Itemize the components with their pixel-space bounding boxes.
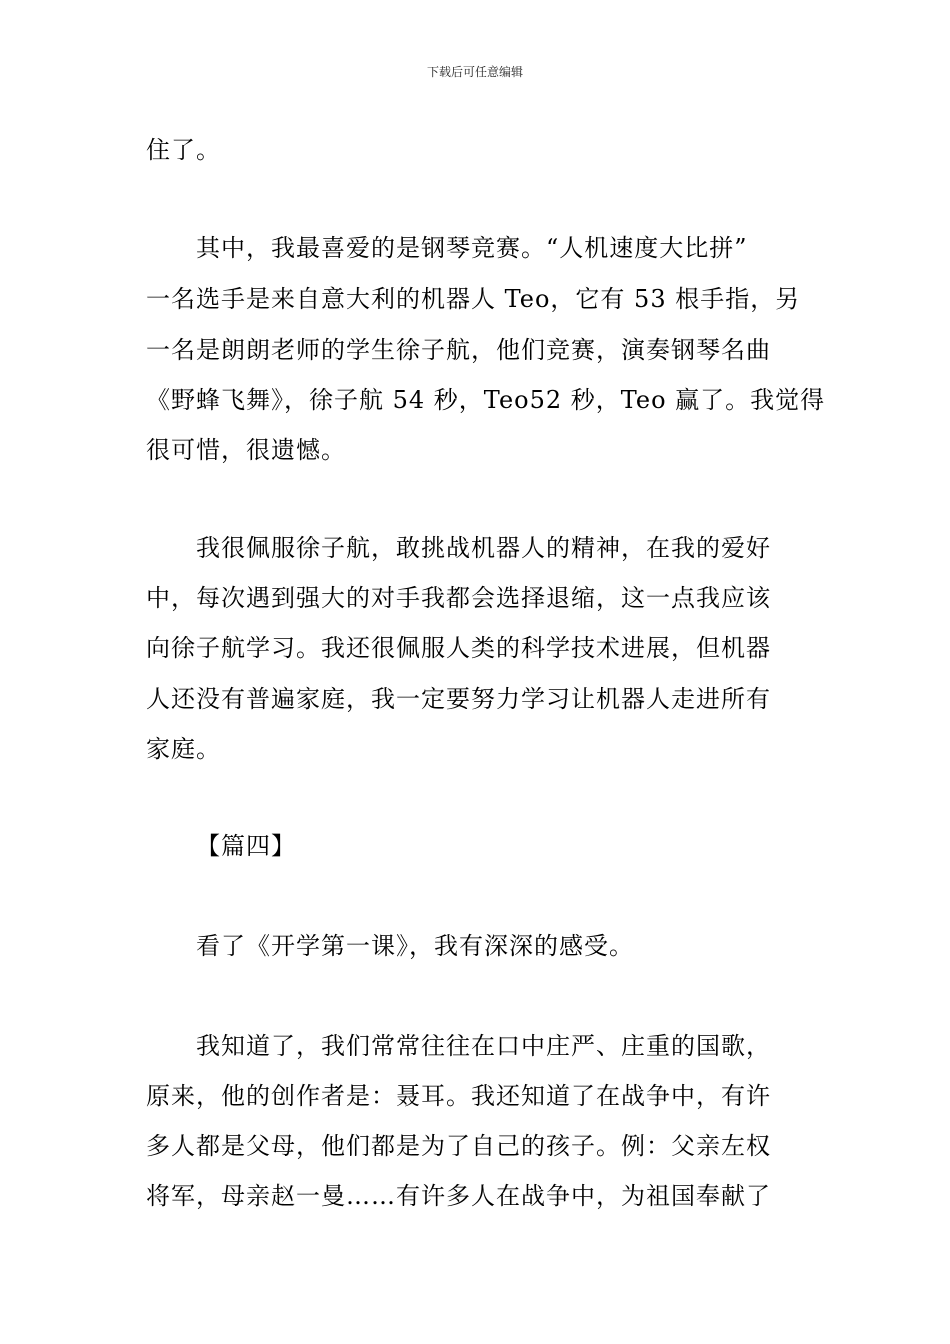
text-line: 家庭。: [146, 735, 221, 763]
text-line: 向徐子航学习。我还很佩服人类的科学技术进展，但机器: [146, 634, 771, 662]
text-line: 住了。: [146, 136, 221, 164]
text-line: 很可惜，很遗憾。: [146, 436, 346, 464]
text-line: 我知道了，我们常常往往在口中庄严、庄重的国歌，: [196, 1032, 771, 1060]
section-title: 【篇四】: [196, 832, 296, 860]
text-line: 一名选手是来自意大利的机器人 Teo，它有 53 根手指，另: [146, 285, 801, 313]
text-line: 多人都是父母，他们都是为了自己的孩子。例：父亲左权: [146, 1132, 771, 1160]
text-line: 我很佩服徐子航，敢挑战机器人的精神，在我的爱好: [196, 534, 771, 562]
text-line: 《野蜂飞舞》，徐子航 54 秒，Teo52 秒，Teo 赢了。我觉得: [146, 386, 826, 414]
text-line: 其中，我最喜爱的是钢琴竞赛。“人机速度大比拼”: [196, 234, 748, 262]
text-line: 人还没有普遍家庭，我一定要努力学习让机器人走进所有: [146, 685, 771, 713]
page-header: 下载后可任意编辑: [426, 65, 523, 79]
text-line: 看了《开学第一课》，我有深深的感受。: [196, 932, 634, 960]
text-line: 将军，母亲赵一曼……有许多人在战争中，为祖国奉献了: [146, 1182, 771, 1210]
text-line: 一名是朗朗老师的学生徐子航，他们竞赛，演奏钢琴名曲: [146, 336, 771, 364]
text-line: 中，每次遇到强大的对手我都会选择退缩，这一点我应该: [146, 584, 771, 612]
text-line: 原来，他的创作者是：聂耳。我还知道了在战争中，有许: [146, 1082, 771, 1110]
